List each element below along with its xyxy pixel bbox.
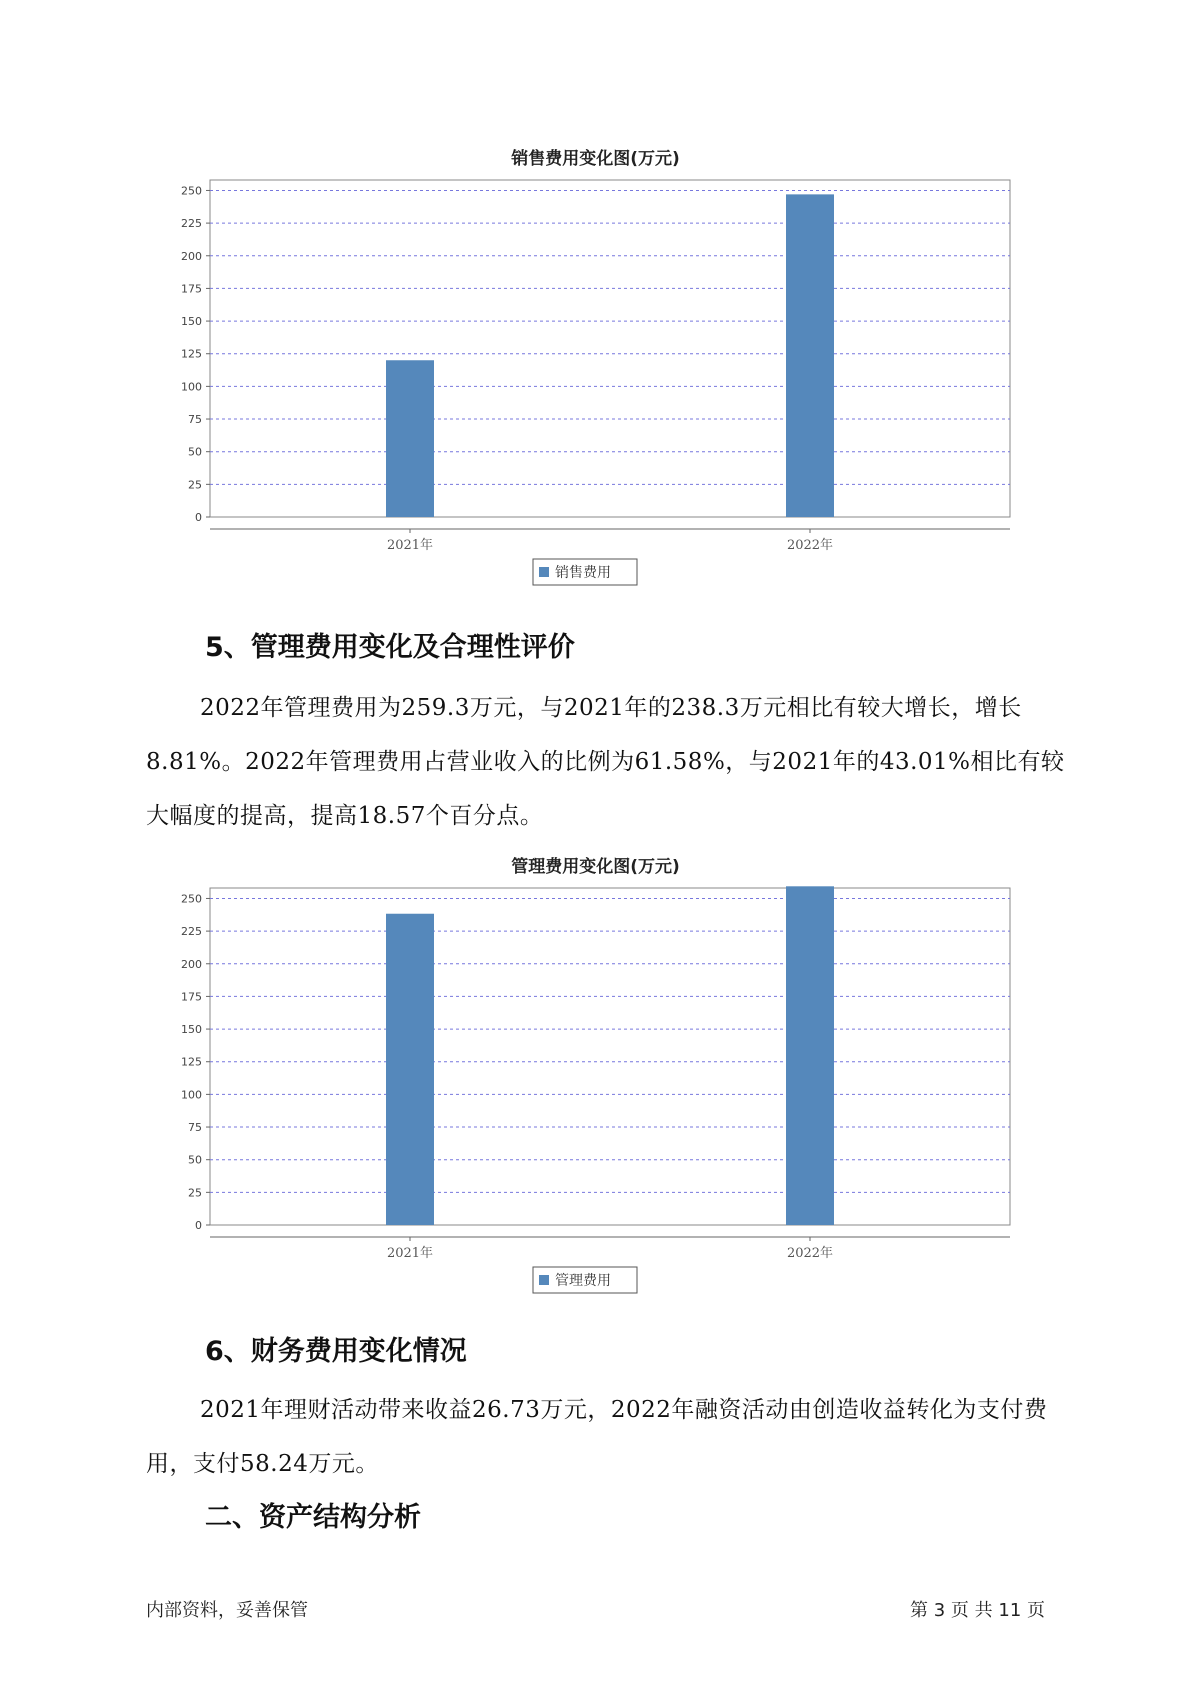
bar-chart-admin-expense [150, 868, 1020, 1313]
bar-chart-sales-expense [150, 160, 1020, 605]
y-tick-label: 175 [181, 990, 202, 1004]
plot-area [210, 180, 1010, 517]
bar [786, 194, 834, 517]
legend-label: 管理费用 [555, 1273, 611, 1289]
chart-title: 管理费用变化图(万元) [511, 857, 680, 877]
y-tick-label: 100 [181, 1088, 202, 1102]
x-tick-label: 2022年 [786, 538, 834, 553]
y-tick-label: 0 [195, 511, 202, 524]
paragraph-admin-expense: 2022年管理费用为259.3万元，与2021年的238.3万元相比有较大增长，增长8.81%。2022年管理费用占营业收入的比例为61.58%，与2021年的43.01%相比有较大幅度的提高，提高18.57个百分点。 [146, 695, 1065, 829]
section-heading-5: 5、管理费用变化及合理性评价 [205, 632, 575, 663]
y-tick-label: 75 [188, 1121, 202, 1135]
y-tick-label: 0 [195, 1219, 202, 1232]
y-tick-label: 25 [188, 478, 202, 492]
y-tick-label: 150 [181, 315, 202, 329]
bar [386, 914, 434, 1225]
y-tick-label: 200 [181, 249, 202, 263]
footer-page-number: 第 3 页 共 11 页 [910, 1600, 1045, 1621]
section-heading-6: 6、财务费用变化情况 [205, 1336, 467, 1367]
x-tick-label: 2021年 [386, 538, 434, 553]
y-tick-label: 200 [181, 957, 202, 971]
legend-swatch [539, 567, 549, 577]
y-tick-label: 50 [188, 1153, 202, 1167]
legend-swatch [539, 1275, 549, 1285]
bar [386, 360, 434, 517]
y-tick-label: 75 [188, 413, 202, 427]
y-tick-label: 225 [181, 925, 202, 939]
y-tick-label: 50 [188, 445, 202, 459]
y-tick-label: 250 [181, 184, 202, 198]
y-tick-label: 125 [181, 1055, 202, 1069]
y-tick-label: 125 [181, 347, 202, 361]
y-tick-label: 150 [181, 1023, 202, 1037]
paragraph-finance-expense: 2021年理财活动带来收益26.73万元，2022年融资活动由创造收益转化为支付费用，支付58.24万元。 [146, 1397, 1048, 1477]
x-tick-label: 2022年 [786, 1246, 834, 1261]
plot-area [210, 888, 1010, 1225]
y-tick-label: 25 [188, 1186, 202, 1200]
legend-label: 销售费用 [555, 565, 611, 581]
x-tick-label: 2021年 [386, 1246, 434, 1261]
y-tick-label: 250 [181, 892, 202, 906]
bar [786, 886, 834, 1225]
chart-title: 销售费用变化图(万元) [511, 149, 680, 169]
y-tick-label: 100 [181, 380, 202, 394]
y-tick-label: 175 [181, 282, 202, 296]
y-tick-label: 225 [181, 217, 202, 231]
section-heading-asset-structure: 二、资产结构分析 [205, 1502, 421, 1533]
footer-confidential-note: 内部资料，妥善保管 [146, 1600, 308, 1621]
